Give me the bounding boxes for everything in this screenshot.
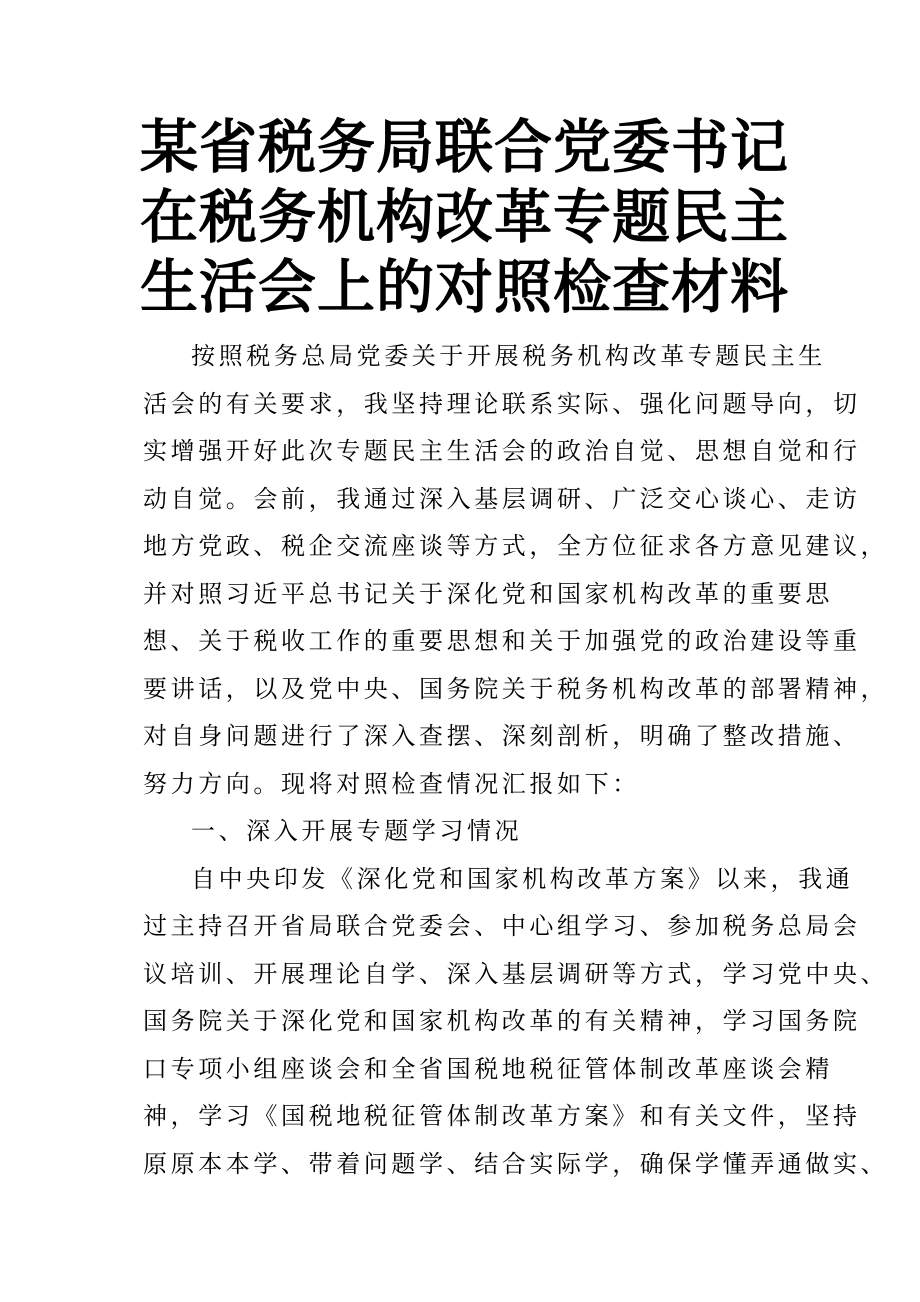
paragraph-line: 要讲话，以及党中央、国务院关于税务机构改革的部署精神，: [143, 674, 889, 703]
paragraph-line: 议培训、开展理论自学、深入基层调研等方式，学习党中央、: [143, 959, 889, 988]
paragraph-intro: [143, 333, 889, 808]
paragraph-line: 活会的有关要求，我坚持理论联系实际、强化问题导向，切: [143, 389, 861, 418]
paragraph-line: 实增强开好此次专题民主生活会的政治自觉、思想自觉和行: [143, 437, 861, 465]
paragraph-line: 原原本本学、带着问题学、结合实际学，确保学懂弄通做实、: [143, 1149, 889, 1178]
title-line: 生活会上的对照检查材料: [140, 253, 790, 321]
paragraph-line: 并对照习近平总书记关于深化党和国家机构改革的重要思: [143, 579, 833, 608]
section-heading-text: 一、深入开展专题学习情况: [191, 817, 523, 845]
paragraph-line: 国务院关于深化党和国家机构改革的有关精神，学习国务院: [143, 1007, 861, 1035]
paragraph-line: 过主持召开省局联合党委会、中心组学习、参加税务总局会: [143, 912, 861, 940]
title-line: 某省税务局联合党委书记: [140, 113, 790, 181]
paragraph-line: 想、关于税收工作的重要思想和关于加强党的政治建设等重: [143, 627, 861, 655]
document-body: [143, 333, 889, 1188]
section-heading: [143, 808, 783, 856]
paragraph-line: 口专项小组座谈会和全省国税地税征管体制改革座谈会精: [143, 1054, 833, 1083]
paragraph-line: 地方党政、税企交流座谈等方式，全方位征求各方意见建议，: [143, 532, 889, 560]
paragraph-line: 努力方向。现将对照检查情况汇报如下：: [143, 769, 640, 798]
paragraph-study: [143, 856, 889, 1189]
paragraph-line: 神，学习《国税地税征管体制改革方案》和有关文件，坚持: [143, 1102, 861, 1130]
title-line: 在税务机构改革专题民主: [140, 183, 790, 251]
paragraph-line: 自中央印发《深化党和国家机构改革方案》以来，我通: [191, 864, 854, 893]
document-title: [140, 112, 790, 322]
paragraph-line: 按照税务总局党委关于开展税务机构改革专题民主生: [191, 342, 826, 370]
paragraph-line: 动自觉。会前，我通过深入基层调研、广泛交心谈心、走访: [143, 484, 861, 513]
paragraph-line: 对自身问题进行了深入查摆、深刻剖析，明确了整改措施、: [143, 722, 861, 750]
